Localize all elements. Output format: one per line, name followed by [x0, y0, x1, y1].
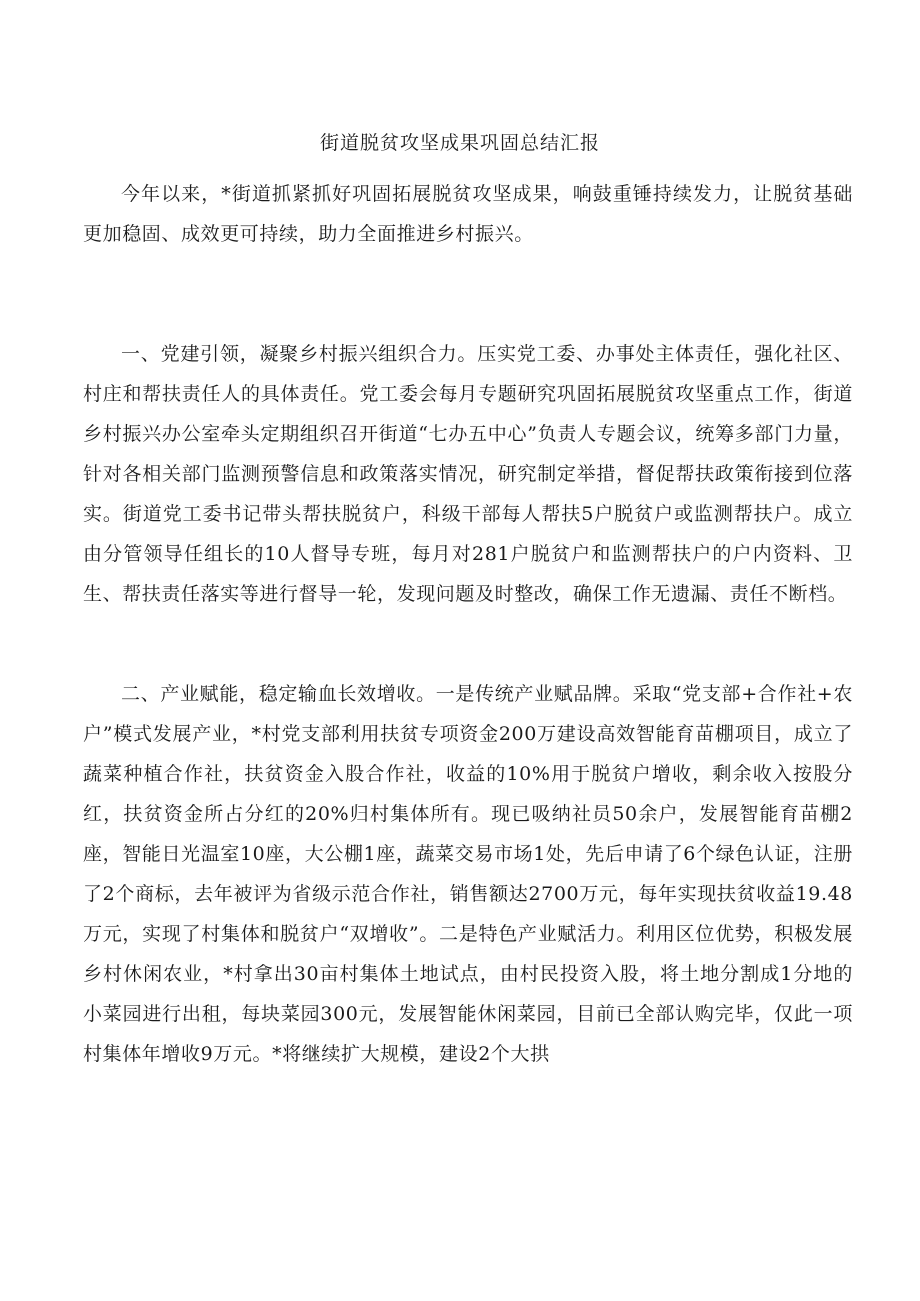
paragraph-intro: 今年以来，*街道抓紧抓好巩固拓展脱贫攻坚成果，响鼓重锤持续发力，让脱贫基础更加稳固、成效更可持续，助力全面推进乡村振兴。: [83, 183, 853, 245]
document-title: 街道脱贫攻坚成果巩固总结汇报: [319, 132, 600, 154]
paragraph-party-building: 一、党建引领，凝聚乡村振兴组织合力。压实党工委、办事处主体责任，强化社区、村庄和帮扶责任人的具体责任。党工委会每月专题研究巩固拓展脱贫攻坚重点工作，街道乡村振兴办公室牵头定期组织召开街道“七办五中心”负责人专题会议，统筹多部门力量，针对各相关部门监测预警信息和政策落实情况，研究制定举措，督促帮扶政策衔接到位落实。街道党工委书记带头帮扶脱贫户，科级干部每人帮扶5户脱贫户或监测帮扶户。成立由分管领导任组长的10人督导专班，每月对281户脱贫户和监测帮扶户的户内资料、卫生、帮扶责任落实等进行督导一轮，发现问题及时整改，确保工作无遗漏、责任不断档。: [83, 343, 853, 605]
paragraph-industry: 二、产业赋能，稳定输血长效增收。一是传统产业赋品牌。采取“党支部+合作社+农户”模式发展产业，*村党支部利用扶贫专项资金200万建设高效智能育苗棚项目，成立了蔬菜种植合作社，扶贫资金入股合作社，收益的10%用于脱贫户增收，剩余收入按股分红，扶贫资金所占分红的20%归村集体所有。现已吸纳社员50余户，发展智能育苗棚2座，智能日光温室10座，大公棚1座，蔬菜交易市场1处，先后申请了6个绿色认证，注册了2个商标，去年被评为省级示范合作社，销售额达2700万元，每年实现扶贫收益19.48万元，实现了村集体和脱贫户“双增收”。二是特色产业赋活力。利用区位优势，积极发展乡村休闲农业，*村拿出30亩村集体土地试点，由村民投资入股，将土地分割成1分地的小菜园进行出租，每块菜园300元，发展智能休闲菜园，目前已全部认购完毕，仅此一项村集体年增收9万元。*将继续扩大规模，建设2个大拱: [83, 683, 853, 1065]
